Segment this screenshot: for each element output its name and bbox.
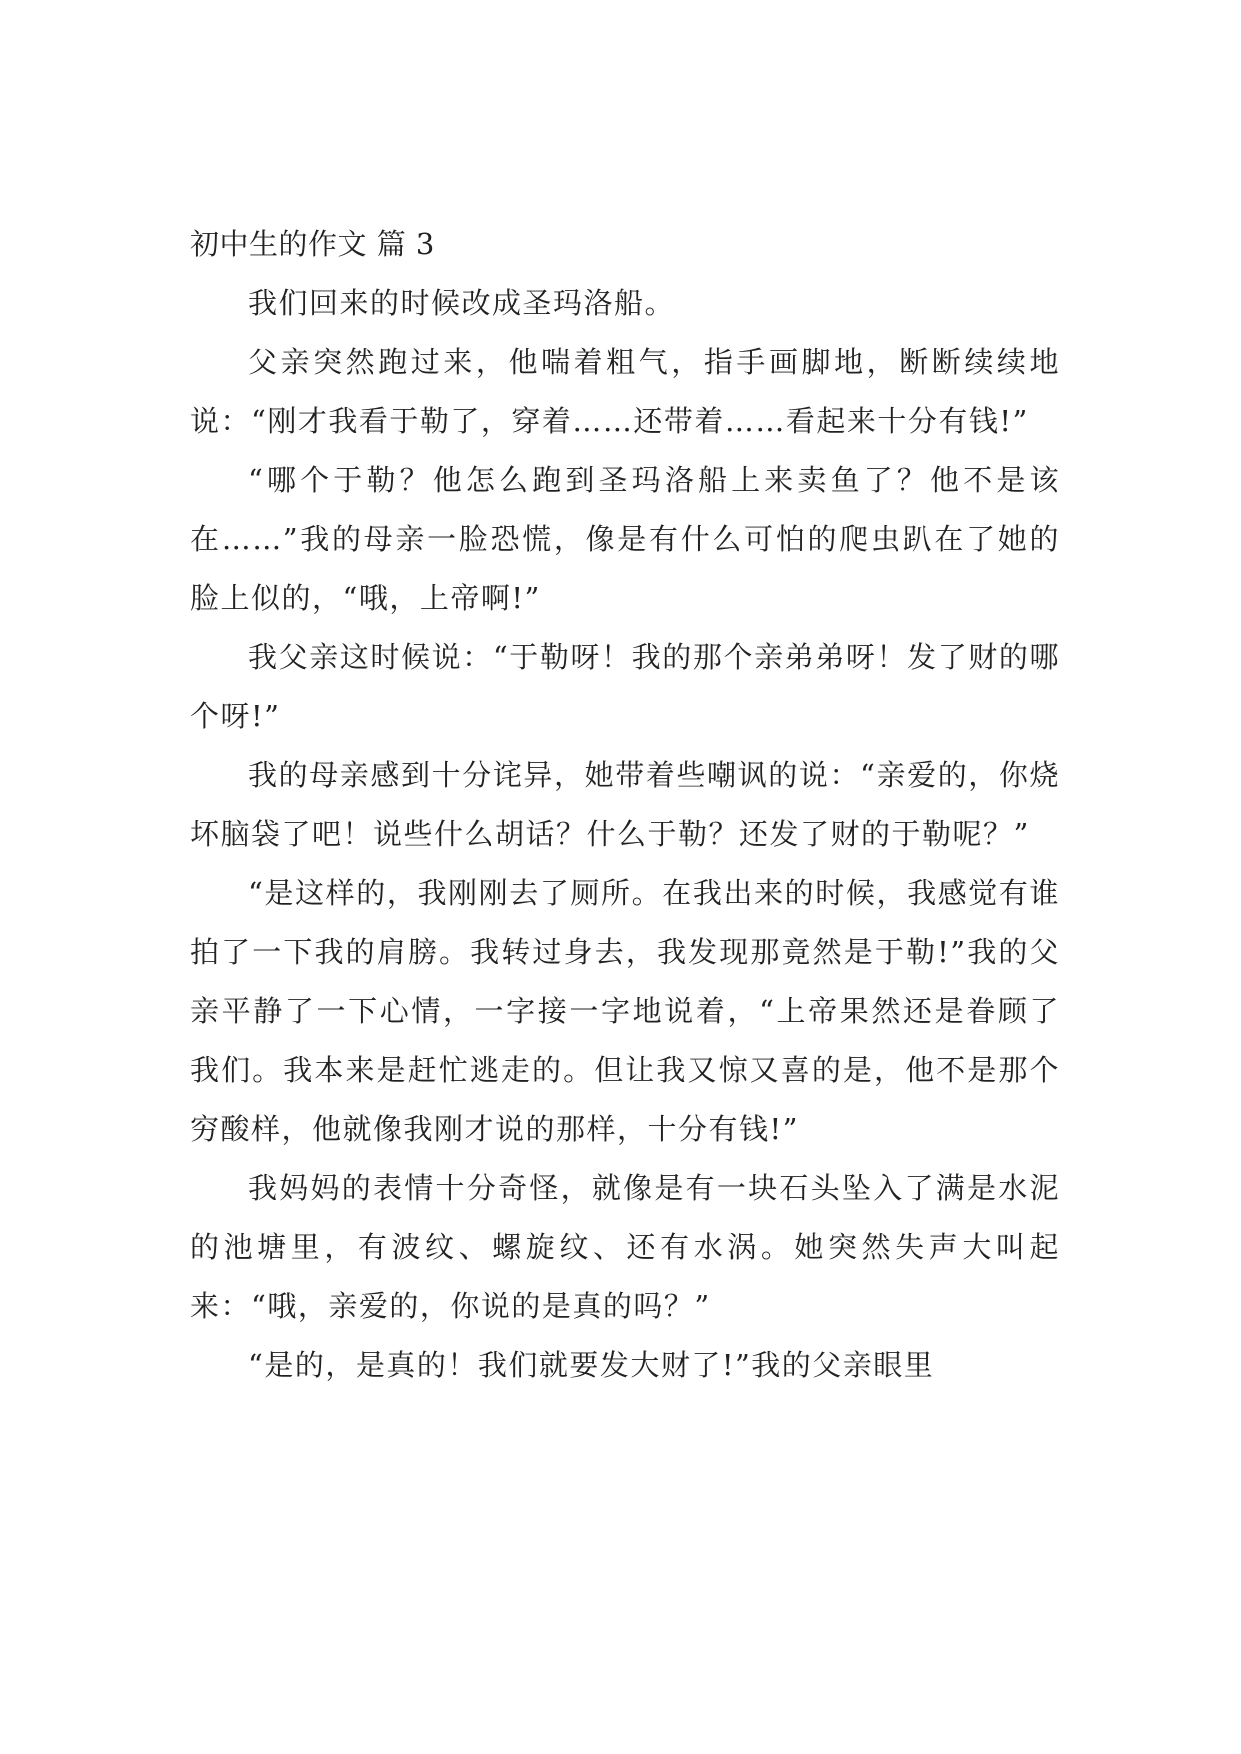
essay-heading: 初中生的作文 篇 3	[190, 227, 435, 261]
paragraph: 我的母亲感到十分诧异，她带着些嘲讽的说：“亲爱的，你烧坏脑袋了吧！说些什么胡话？什么于勒？还发了财的于勒呢？”	[190, 758, 1060, 851]
paragraph: 我们回来的时候改成圣玛洛船。	[248, 286, 676, 320]
paragraph: “是这样的，我刚刚去了厕所。在我出来的时候，我感觉有谁拍了一下我的肩膀。我转过身去，我发现那竟然是于勒!”我的父亲平静了一下心情，一字接一字地说着，“上帝果然还是眷顾了我们。我本来是赶忙逃走的。但让我又惊又喜的是，他不是那个穷酸样，他就像我刚才说的那样，十分有钱!”	[190, 876, 1060, 1146]
paragraph: 我父亲这时候说：“于勒呀！我的那个亲弟弟呀！发了财的哪个呀!”	[190, 640, 1060, 733]
paragraph: 我妈妈的表情十分奇怪，就像是有一块石头坠入了满是水泥的池塘里，有波纹、螺旋纹、还有水涡。她突然失声大叫起来：“哦，亲爱的，你说的是真的吗？”	[190, 1171, 1060, 1323]
paragraph: “是的，是真的！我们就要发大财了!”我的父亲眼里	[248, 1348, 935, 1382]
document-body	[190, 215, 1060, 1395]
paragraph: “哪个于勒？他怎么跑到圣玛洛船上来卖鱼了？他不是该在……”我的母亲一脸恐慌，像是有什么可怕的爬虫趴在了她的脸上似的，“哦，上帝啊!”	[190, 463, 1060, 615]
paragraph: 父亲突然跑过来，他喘着粗气，指手画脚地，断断续续地说：“刚才我看于勒了，穿着……还带着……看起来十分有钱!”	[190, 345, 1060, 438]
